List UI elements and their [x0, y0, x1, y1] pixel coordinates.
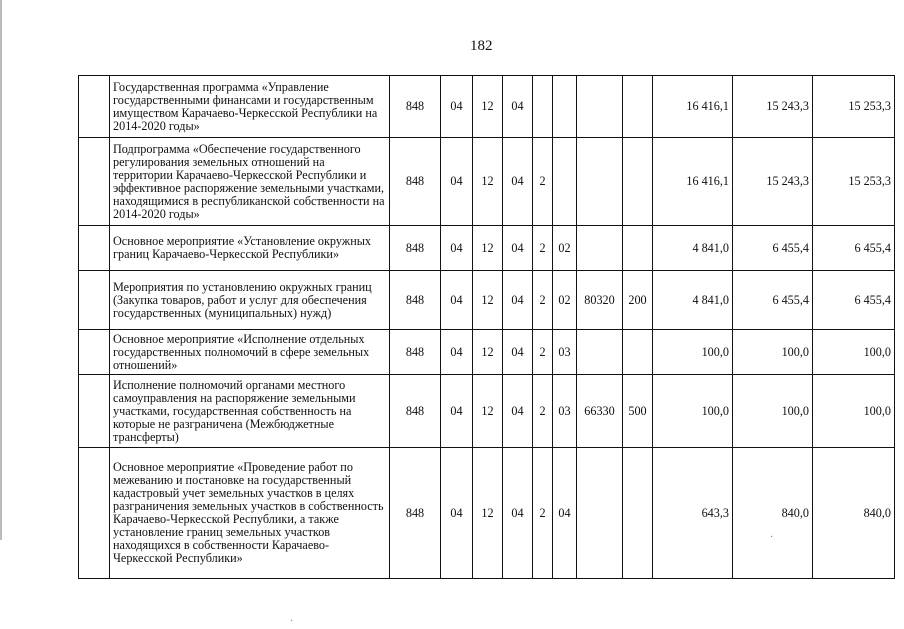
code-razdel-cell: 04 [441, 330, 473, 375]
code-main-event-cell: 03 [553, 330, 577, 375]
scan-speck: · [290, 616, 294, 627]
code-podrazdel-cell: 12 [473, 448, 503, 579]
amount-year1-cell: 100,0 [653, 330, 733, 375]
row-number-cell [79, 226, 110, 271]
code-program-cell: 04 [503, 138, 533, 226]
row-name-cell: Основное мероприятие «Проведение работ по межеванию и постановке на государственный кадастровый учет земельных участков в целях разграничения земельных участков в собственность Карачаево-Черкесской Республики, а также установление границ земельных участков находящихся в собственности Карачаево-Черкесской Республики» [110, 448, 390, 579]
page-number: 182 [470, 38, 493, 54]
code-subprogram-cell: 2 [533, 330, 553, 375]
code-expense-type-cell [623, 330, 653, 375]
code-razdel-cell: 04 [441, 76, 473, 138]
row-number-cell [79, 448, 110, 579]
code-expense-type-cell: 200 [623, 271, 653, 330]
row-number-cell [79, 330, 110, 375]
row-name-cell: Мероприятия по установлению окружных границ (Закупка товаров, работ и услуг для обеспечения государственных (муниципальных) нужд) [110, 271, 390, 330]
code-expense-type-cell [623, 226, 653, 271]
code-expense-type-cell: 500 [623, 375, 653, 448]
table-row [79, 271, 895, 330]
code-program-cell: 04 [503, 375, 533, 448]
table-row [79, 226, 895, 271]
code-direction-cell [577, 330, 623, 375]
code-subprogram-cell: 2 [533, 375, 553, 448]
code-podrazdel-cell: 12 [473, 138, 503, 226]
table-row [79, 76, 895, 138]
table-row [79, 448, 895, 579]
code-ved-cell: 848 [390, 76, 441, 138]
code-expense-type-cell [623, 138, 653, 226]
code-razdel-cell: 04 [441, 448, 473, 579]
amount-year2-cell: 100,0 [733, 375, 813, 448]
code-main-event-cell: 03 [553, 375, 577, 448]
row-name-cell: Основное мероприятие «Исполнение отдельных государственных полномочий в сфере земельных отношений» [110, 330, 390, 375]
code-program-cell: 04 [503, 330, 533, 375]
row-number-cell [79, 76, 110, 138]
code-razdel-cell: 04 [441, 226, 473, 271]
code-subprogram-cell [533, 76, 553, 138]
page-left-edge [0, 0, 2, 540]
code-ved-cell: 848 [390, 448, 441, 579]
code-program-cell: 04 [503, 76, 533, 138]
row-number-cell [79, 138, 110, 226]
row-name-cell: Государственная программа «Управление государственными финансами и государственным имуществом Карачаево-Черкесской Республики на 2014-2020 годы» [110, 76, 390, 138]
row-name-cell: Основное мероприятие «Установление окружных границ Карачаево-Черкесской Республики» [110, 226, 390, 271]
row-number-cell [79, 271, 110, 330]
amount-year1-cell: 4 841,0 [653, 226, 733, 271]
code-expense-type-cell [623, 76, 653, 138]
code-direction-cell [577, 226, 623, 271]
code-main-event-cell: 02 [553, 271, 577, 330]
code-podrazdel-cell: 12 [473, 226, 503, 271]
amount-year2-cell: 15 243,3 [733, 76, 813, 138]
amount-year3-cell: 6 455,4 [813, 271, 895, 330]
amount-year1-cell: 16 416,1 [653, 138, 733, 226]
code-subprogram-cell: 2 [533, 226, 553, 271]
code-main-event-cell [553, 76, 577, 138]
code-ved-cell: 848 [390, 138, 441, 226]
code-direction-cell: 80320 [577, 271, 623, 330]
amount-year3-cell: 15 253,3 [813, 76, 895, 138]
code-podrazdel-cell: 12 [473, 271, 503, 330]
code-subprogram-cell: 2 [533, 271, 553, 330]
amount-year1-cell: 4 841,0 [653, 271, 733, 330]
code-razdel-cell: 04 [441, 375, 473, 448]
amount-year2-cell: 15 243,3 [733, 138, 813, 226]
amount-year3-cell: 100,0 [813, 375, 895, 448]
code-subprogram-cell: 2 [533, 138, 553, 226]
budget-table [78, 75, 895, 579]
amount-year2-cell: 6 455,4 [733, 271, 813, 330]
code-ved-cell: 848 [390, 330, 441, 375]
code-main-event-cell: 02 [553, 226, 577, 271]
code-podrazdel-cell: 12 [473, 330, 503, 375]
amount-year3-cell: 6 455,4 [813, 226, 895, 271]
amount-year1-cell: 643,3 [653, 448, 733, 579]
amount-year1-cell: 100,0 [653, 375, 733, 448]
amount-year2-cell: 6 455,4 [733, 226, 813, 271]
row-number-cell [79, 375, 110, 448]
code-razdel-cell: 04 [441, 271, 473, 330]
code-ved-cell: 848 [390, 271, 441, 330]
amount-year3-cell: 840,0 [813, 448, 895, 579]
code-subprogram-cell: 2 [533, 448, 553, 579]
code-main-event-cell [553, 138, 577, 226]
code-program-cell: 04 [503, 448, 533, 579]
amount-year2-cell: 100,0 [733, 330, 813, 375]
code-program-cell: 04 [503, 226, 533, 271]
code-direction-cell [577, 138, 623, 226]
code-expense-type-cell [623, 448, 653, 579]
code-program-cell: 04 [503, 271, 533, 330]
code-direction-cell: 66330 [577, 375, 623, 448]
code-ved-cell: 848 [390, 375, 441, 448]
table-row [79, 330, 895, 375]
table-row [79, 138, 895, 226]
amount-year3-cell: 100,0 [813, 330, 895, 375]
row-name-cell: Подпрограмма «Обеспечение государственного регулирования земельных отношений на территории Карачаево-Черкесской Республики и эффективное распоряжение земельными участками, находящимися в республиканской собственности на 2014-2020 годы» [110, 138, 390, 226]
amount-year1-cell: 16 416,1 [653, 76, 733, 138]
row-name-cell: Исполнение полномочий органами местного самоуправления на распоряжение земельными участками, государственная собственность на которые не разграничена (Межбюджетные трансферты) [110, 375, 390, 448]
code-ved-cell: 848 [390, 226, 441, 271]
amount-year2-cell: 840,0 [733, 448, 813, 579]
code-direction-cell [577, 76, 623, 138]
table-row [79, 375, 895, 448]
code-main-event-cell: 04 [553, 448, 577, 579]
scan-speck: · [770, 532, 774, 543]
code-podrazdel-cell: 12 [473, 375, 503, 448]
code-direction-cell [577, 448, 623, 579]
amount-year3-cell: 15 253,3 [813, 138, 895, 226]
code-podrazdel-cell: 12 [473, 76, 503, 138]
code-razdel-cell: 04 [441, 138, 473, 226]
